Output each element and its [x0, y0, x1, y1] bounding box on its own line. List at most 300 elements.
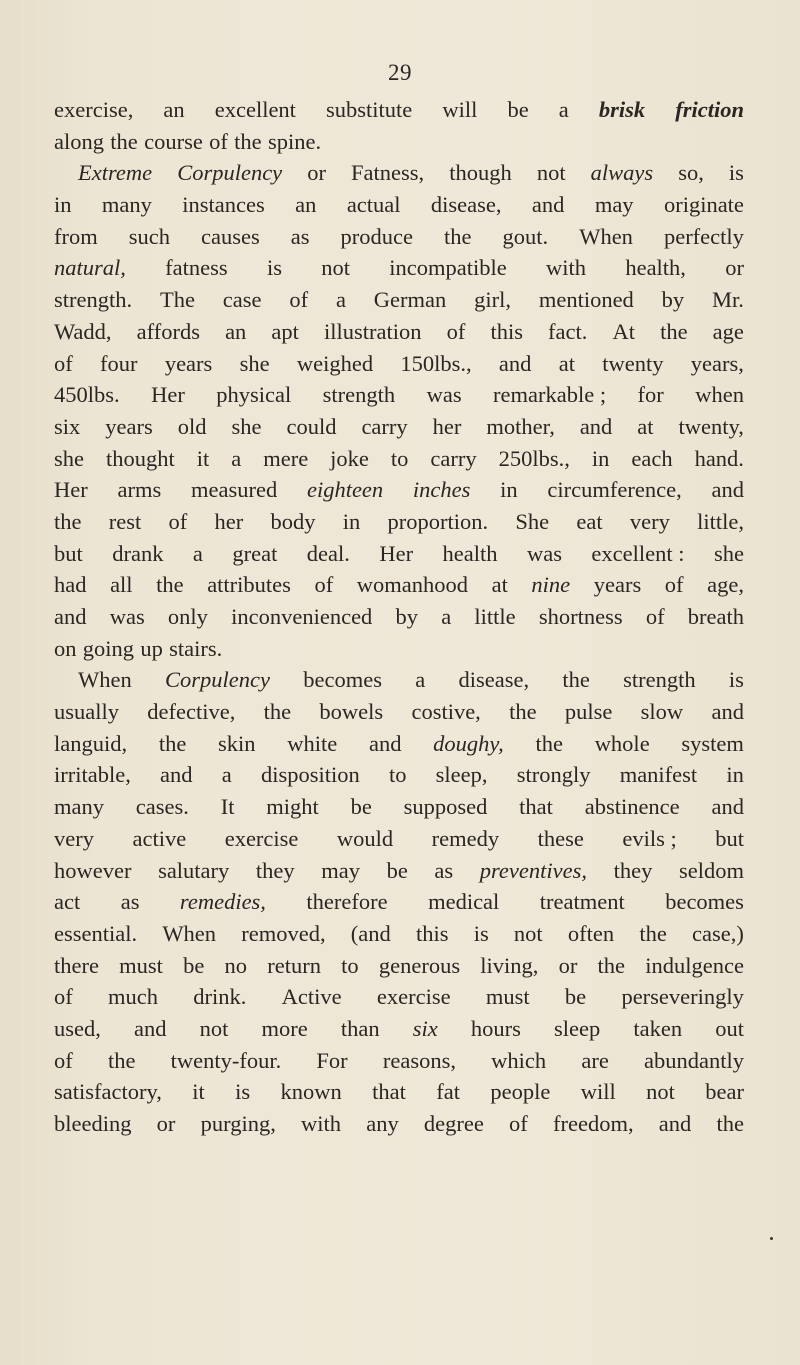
word: carry: [430, 445, 477, 471]
word: a: [558, 97, 569, 122]
word: an: [225, 318, 247, 344]
word: illustration: [324, 318, 422, 344]
word: weighed: [296, 350, 374, 376]
word: and: [160, 762, 193, 788]
word: becomes: [665, 889, 744, 915]
word: was: [526, 540, 562, 566]
word: exercise: [224, 825, 299, 851]
text-line: [54, 918, 744, 950]
word: than: [340, 1015, 380, 1041]
word: these: [537, 825, 584, 851]
word: disease,: [430, 192, 502, 218]
word: was: [109, 604, 145, 629]
text-line: [54, 1045, 744, 1077]
word: When: [579, 223, 633, 249]
text-line: [54, 157, 744, 189]
text-line: [54, 252, 744, 284]
word: years,: [690, 350, 744, 376]
text-line: [54, 379, 744, 411]
word: abundantly: [644, 1047, 744, 1073]
text-line: [54, 601, 744, 633]
word: no: [224, 952, 248, 978]
word: the: [158, 730, 187, 756]
text-line: [54, 569, 744, 601]
word: disease,: [458, 667, 530, 693]
word: of: [314, 572, 334, 598]
text-line: [54, 411, 744, 443]
word: essential.: [54, 920, 138, 946]
word: people: [490, 1079, 551, 1105]
word: Corpulency: [165, 667, 270, 693]
word: and: [658, 1111, 692, 1136]
word: to: [388, 762, 407, 788]
word: evils ;: [622, 825, 677, 851]
word: white: [287, 730, 338, 756]
word: strength: [322, 382, 396, 408]
word: skin: [218, 730, 256, 756]
text-line: [54, 474, 744, 506]
word: along: [54, 128, 104, 154]
word: drink.: [193, 984, 247, 1010]
text-line: [54, 981, 744, 1013]
word: not: [321, 255, 350, 281]
word: a: [192, 540, 203, 566]
word: the: [639, 920, 667, 946]
word: is: [728, 160, 744, 186]
word: languid,: [54, 730, 128, 756]
word: body: [270, 508, 316, 534]
word: many: [54, 794, 104, 820]
word: a: [221, 762, 232, 788]
word: disposition: [260, 762, 360, 788]
word: excellent: [214, 97, 296, 122]
text-line: [54, 664, 744, 696]
word: mere: [263, 445, 309, 471]
word: many: [101, 192, 152, 218]
word: salutary: [158, 857, 230, 883]
word: could: [286, 413, 337, 439]
word: strongly: [516, 762, 591, 788]
word: the: [234, 128, 262, 154]
word: medical: [428, 889, 500, 915]
text-line: [54, 316, 744, 348]
word: Wadd,: [54, 318, 112, 344]
word: of: [168, 508, 188, 534]
word: for: [637, 382, 664, 408]
word: a: [441, 604, 452, 629]
word: Her: [54, 477, 88, 503]
text-line: [54, 506, 744, 538]
word: generous: [378, 952, 461, 978]
word: bowels: [319, 699, 384, 725]
text-line: [54, 855, 744, 887]
text-line: [54, 189, 744, 221]
word: gout.: [502, 223, 549, 249]
word: fat: [436, 1079, 461, 1105]
word: not: [646, 1079, 675, 1105]
text-line: [54, 443, 744, 475]
word: freedom,: [552, 1111, 634, 1136]
word: active: [132, 825, 187, 851]
word: she: [713, 540, 744, 566]
word: though: [449, 160, 512, 186]
word: they: [255, 857, 295, 883]
word: shortness: [538, 604, 623, 629]
word: twenty,: [678, 413, 744, 439]
word: For: [316, 1047, 348, 1073]
word: breath: [687, 604, 744, 629]
word: of: [54, 984, 73, 1010]
word: may: [321, 857, 360, 883]
word: treatment: [539, 889, 625, 915]
word: age,: [707, 572, 744, 598]
text-line: [54, 126, 744, 158]
word: was: [426, 382, 462, 408]
text-line: [54, 348, 744, 380]
word: eat: [576, 508, 603, 534]
word: causes: [201, 223, 260, 249]
word: physical: [216, 382, 292, 408]
word: removed,: [241, 920, 326, 946]
word: up: [140, 635, 163, 661]
word: in: [591, 445, 610, 471]
word: great: [232, 540, 278, 566]
word: twenty-four.: [170, 1047, 282, 1073]
word: affords: [136, 318, 200, 344]
word: return: [267, 952, 321, 978]
word: each: [631, 445, 673, 471]
word: she: [231, 413, 262, 439]
word: years: [164, 350, 213, 376]
word: bleeding: [54, 1111, 132, 1136]
word: hours: [470, 1015, 521, 1041]
word: her: [432, 413, 462, 439]
word: taken: [633, 1015, 683, 1041]
word: spine.: [267, 128, 322, 154]
word: out: [715, 1015, 744, 1041]
text-line: [54, 221, 744, 253]
word: not: [536, 160, 566, 186]
word: be: [350, 794, 372, 820]
text-line: [54, 94, 744, 126]
word: excellent :: [591, 540, 685, 566]
word: therefore: [306, 889, 388, 915]
word: and: [531, 192, 565, 218]
word: which: [491, 1047, 547, 1073]
word: however: [54, 857, 132, 883]
word: all: [110, 572, 133, 598]
word: that: [519, 794, 553, 820]
text-line: [54, 886, 744, 918]
word: German: [373, 287, 447, 313]
word: is: [266, 255, 282, 281]
word: the: [660, 318, 688, 344]
word: thought: [105, 445, 175, 471]
word: arms: [117, 477, 162, 503]
word: case: [222, 287, 262, 313]
word: Fatness,: [351, 160, 425, 186]
word: more: [261, 1015, 308, 1041]
word: will: [580, 1079, 616, 1105]
word: hand.: [694, 445, 744, 471]
text-line: [54, 284, 744, 316]
word: it: [196, 445, 210, 471]
word: used,: [54, 1015, 101, 1041]
word: very: [54, 825, 94, 851]
word: Active: [281, 984, 342, 1010]
word: whole: [594, 730, 650, 756]
word: by: [661, 287, 685, 313]
word: in: [726, 762, 744, 788]
word: of: [509, 1111, 528, 1136]
word: years: [105, 413, 153, 439]
word: they: [613, 857, 653, 883]
word: six: [54, 413, 81, 439]
word: of: [289, 287, 309, 313]
word: preventives,: [479, 857, 588, 883]
word: friction: [675, 97, 744, 122]
word: brisk: [598, 97, 646, 122]
word: rest: [108, 508, 142, 534]
word: be: [386, 857, 408, 883]
word: when: [695, 382, 744, 408]
word: defective,: [147, 699, 236, 725]
word: the: [444, 223, 472, 249]
word: Her: [151, 382, 185, 408]
word: of: [54, 1047, 73, 1073]
word: often: [567, 920, 615, 946]
word: and: [54, 604, 87, 629]
word: strength.: [54, 287, 133, 313]
word: fatness: [165, 255, 228, 281]
word: might: [266, 794, 319, 820]
word: must: [119, 952, 163, 978]
body-text: [54, 94, 744, 1140]
word: would: [336, 825, 394, 851]
word: that: [372, 1079, 406, 1105]
word: reasons,: [382, 1047, 456, 1073]
word: the: [156, 572, 184, 598]
word: fact.: [548, 318, 588, 344]
word: remedies,: [179, 889, 266, 915]
text-line: [54, 1108, 744, 1140]
word: When: [78, 667, 132, 693]
word: four: [100, 350, 138, 376]
word: there: [54, 952, 99, 978]
word: usually: [54, 699, 119, 725]
word: of: [645, 604, 665, 629]
word: at: [491, 572, 508, 598]
word: indulgence: [645, 952, 744, 978]
word: so,: [678, 160, 704, 186]
word: mother,: [486, 413, 555, 439]
word: by: [395, 604, 419, 629]
word: six: [412, 1015, 438, 1041]
word: and: [711, 794, 744, 820]
word: the: [562, 667, 590, 693]
word: known: [280, 1079, 342, 1105]
word: the: [110, 128, 138, 154]
word: Mr.: [712, 287, 744, 313]
word: She: [515, 508, 550, 534]
word: old: [177, 413, 207, 439]
word: purging,: [200, 1111, 276, 1136]
word: very: [629, 508, 670, 534]
word: not: [513, 920, 543, 946]
word: on: [54, 635, 77, 661]
word: perseveringly: [621, 984, 744, 1010]
word: a: [231, 445, 242, 471]
word: age: [712, 318, 744, 344]
text-line: [54, 759, 744, 791]
word: she: [239, 350, 270, 376]
word: nine: [531, 572, 571, 598]
word: remedy: [431, 825, 500, 851]
word: little: [474, 604, 516, 629]
word: and: [579, 413, 613, 439]
word: slow: [640, 699, 684, 725]
word: of: [209, 128, 228, 154]
word: an: [295, 192, 317, 218]
word: to: [341, 952, 359, 978]
word: instances: [182, 192, 265, 218]
word: to: [390, 445, 409, 471]
word: at: [558, 350, 575, 376]
word: deal.: [306, 540, 350, 566]
word: inches: [412, 477, 471, 503]
word: Extreme: [78, 160, 153, 186]
word: bear: [705, 1079, 744, 1105]
text-line: [54, 1076, 744, 1108]
word: from: [54, 223, 98, 249]
word: remarkable ;: [493, 382, 607, 408]
word: going: [82, 635, 135, 661]
word: (and: [350, 920, 391, 946]
word: circumference,: [547, 477, 682, 503]
word: her: [214, 508, 244, 534]
word: Corpulency: [177, 160, 283, 186]
word: is: [473, 920, 489, 946]
text-line: [54, 791, 744, 823]
word: carry: [361, 413, 408, 439]
word: of: [54, 350, 73, 376]
word: and: [711, 477, 744, 503]
word: living,: [480, 952, 539, 978]
word: years: [593, 572, 642, 598]
word: degree: [423, 1111, 484, 1136]
word: or: [156, 1111, 176, 1136]
word: When: [162, 920, 217, 946]
word: proportion.: [387, 508, 489, 534]
word: actual: [346, 192, 401, 218]
word: doughy,: [433, 730, 504, 756]
text-line: [54, 1013, 744, 1045]
word: and: [498, 350, 532, 376]
word: must: [485, 984, 530, 1010]
text-line: [54, 728, 744, 760]
text-line: [54, 950, 744, 982]
word: abstinence: [584, 794, 680, 820]
word: eighteen: [306, 477, 384, 503]
word: pulse: [564, 699, 613, 725]
word: natural,: [54, 255, 126, 281]
word: she: [54, 445, 84, 471]
word: apt: [271, 318, 299, 344]
word: with: [301, 1111, 342, 1136]
word: be: [183, 952, 205, 978]
word: in: [342, 508, 361, 534]
word: becomes: [303, 667, 382, 693]
word: It: [220, 794, 235, 820]
word: any: [366, 1111, 399, 1136]
word: twenty: [602, 350, 664, 376]
ink-speck: [770, 1237, 773, 1240]
word: with: [546, 255, 587, 281]
word: it: [192, 1079, 205, 1105]
word: of: [664, 572, 684, 598]
word: as: [434, 857, 454, 883]
word: is: [235, 1079, 251, 1105]
word: health,: [625, 255, 686, 281]
word: be: [507, 97, 529, 122]
word: At: [612, 318, 635, 344]
text-line: [54, 633, 744, 665]
word: stairs.: [169, 635, 223, 661]
word: strength: [623, 667, 696, 693]
word: much: [108, 984, 159, 1010]
word: a: [415, 667, 426, 693]
word: sleep,: [435, 762, 488, 788]
word: 150lbs.,: [400, 350, 472, 376]
text-line: [54, 696, 744, 728]
word: had: [54, 572, 87, 598]
word: this: [490, 318, 523, 344]
word: girl,: [474, 287, 511, 313]
text-line: [54, 538, 744, 570]
word: irritable,: [54, 762, 131, 788]
word: exercise,: [54, 97, 134, 122]
word: cases.: [135, 794, 189, 820]
word: little,: [697, 508, 744, 534]
word: will: [442, 97, 478, 122]
word: the: [263, 699, 292, 725]
word: the: [716, 1111, 744, 1136]
word: The: [159, 287, 195, 313]
word: such: [128, 223, 171, 249]
word: be: [564, 984, 587, 1010]
word: perfectly: [663, 223, 744, 249]
word: case,): [692, 920, 744, 946]
word: as: [290, 223, 310, 249]
word: but: [715, 825, 744, 851]
word: of: [446, 318, 466, 344]
word: in: [500, 477, 518, 503]
word: but: [54, 540, 83, 566]
word: the: [509, 699, 537, 725]
word: drank: [112, 540, 164, 566]
word: only: [167, 604, 208, 629]
word: an: [163, 97, 185, 122]
word: Her: [379, 540, 414, 566]
word: not: [199, 1015, 229, 1041]
word: originate: [663, 192, 744, 218]
text-line: [54, 823, 744, 855]
word: or: [725, 255, 744, 281]
word: incompatible: [389, 255, 507, 281]
word: and: [134, 1015, 167, 1041]
word: may: [594, 192, 634, 218]
word: mentioned: [538, 287, 634, 313]
